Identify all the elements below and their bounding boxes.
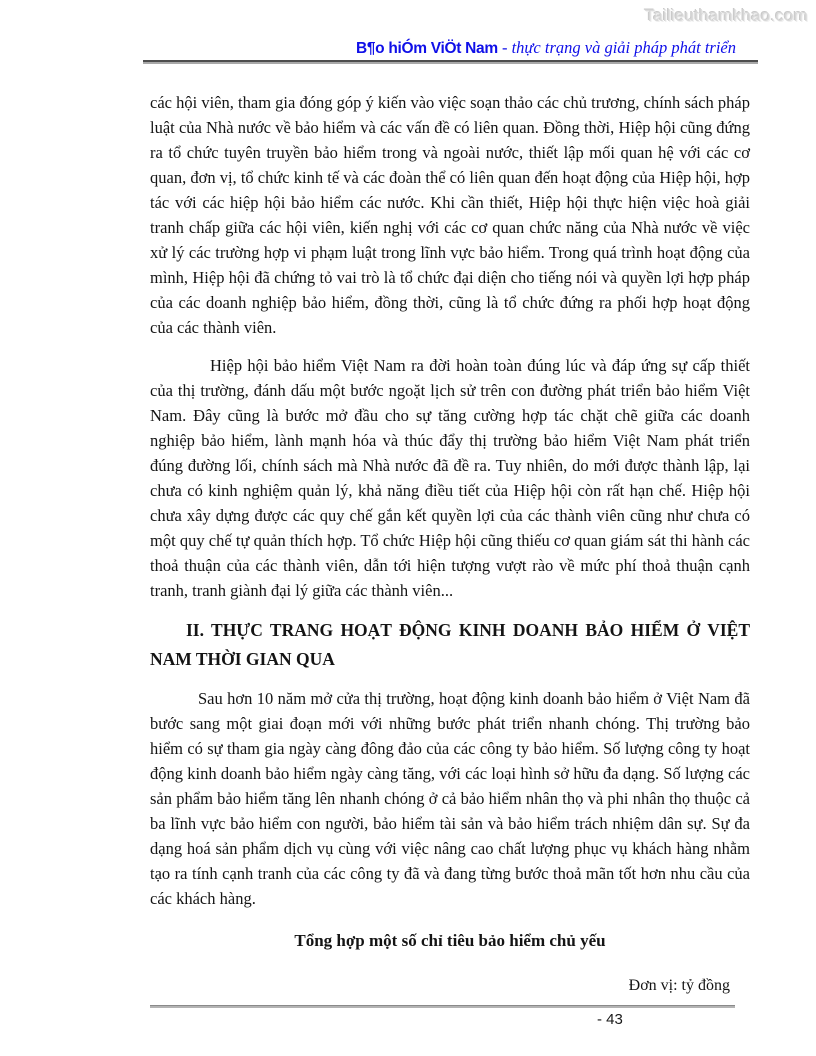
header-title <box>143 38 736 58</box>
table-caption: Tổng hợp một số chỉ tiêu bảo hiểm chủ yếu <box>294 931 606 950</box>
header-title-separator: - <box>497 38 512 57</box>
body-paragraph-1: các hội viên, tham gia đóng góp ý kiến vào việc soạn thảo các chủ trương, chính sách pháp luật của Nhà nước về bảo hiểm và các vấn đề có liên quan. Đồng thời, Hiệp hội cũng đứng ra tổ chức tuyên truyền bảo hiểm trong và ngoài nước, thiết lập mối quan hệ với các cơ quan, đơn vị, tổ chức kinh tế và các đoàn thể có liên quan đến hoạt động của Hiệp hội, hợp tác với các hiệp hội bảo hiểm các nước. Khi cần thiết, Hiệp hội thực hiện việc hoà giải tranh chấp giữa các hội viên, kiến nghị với các cơ quan chức năng của Nhà nước về việc xử lý các trường hợp vi phạm luật trong lĩnh vực bảo hiểm. Trong quá trình hoạt động của mình, Hiệp hội đã chứng tỏ vai trò là tổ chức đại diện cho tiếng nói và quyền lợi hợp pháp của các doanh nghiệp bảo hiểm, đồng thời, cũng là tổ chức đứng ra phối hợp hoạt động của các thành viên. <box>150 93 750 337</box>
unit-note: Đơn vị: tỷ đồng <box>628 977 730 994</box>
page-footer <box>150 1005 735 1028</box>
section-heading-ii: II. THỰC TRANG HOẠT ĐỘNG KINH DOANH BẢO HIỂM Ở VIỆT NAM THỜI GIAN QUA <box>150 620 750 669</box>
watermark-text: Tailieuthamkhao.com <box>644 6 808 25</box>
body-paragraph-3: Sau hơn 10 năm mở cửa thị trường, hoạt động kinh doanh bảo hiểm ở Việt Nam đã bước sang một giai đoạn mới với những bước phát triển nhanh chóng. Thị trường bảo hiểm có sự tham gia ngày càng đông đảo của các công ty bảo hiểm. Số lượng công ty hoạt động kinh doanh bảo hiểm ngày càng tăng, với các loại hình sở hữu đa dạng. Số lượng các sản phẩm bảo hiểm tăng lên nhanh chóng ở cả bảo hiểm nhân thọ và phi nhân thọ thuộc cả ba lĩnh vực bảo hiểm con người, bảo hiểm tài sản và bảo hiểm trách nhiệm dân sự. Sự đa dạng hoá sản phẩm dịch vụ cùng với việc nâng cao chất lượng phục vụ khách hàng nhằm tạo ra tính cạnh tranh của các công ty đã và đang từng bước thoả mãn tốt hơn nhu cầu của các khách hàng. <box>150 689 750 908</box>
page-header <box>143 0 758 64</box>
header-rule <box>143 60 758 64</box>
footer-rule <box>150 1005 735 1008</box>
document-body <box>150 90 750 998</box>
page-number: - 43 <box>597 1011 623 1028</box>
header-title-main: B¶o hiÓm ViÖt Nam <box>355 40 498 57</box>
header-title-subtitle: thực trạng và giải pháp phát triển <box>511 38 736 57</box>
body-paragraph-2: Hiệp hội bảo hiểm Việt Nam ra đời hoàn toàn đúng lúc và đáp ứng sự cấp thiết của thị trường, đánh dấu một bước ngoặt lịch sử trên con đường phát triển bảo hiểm Việt Nam. Đây cũng là bước mở đầu cho sự tăng cường hợp tác chặt chẽ giữa các doanh nghiệp bảo hiểm, lành mạnh hóa và thúc đẩy thị trường bảo hiểm Việt Nam phát triển đúng đường lối, chính sách mà Nhà nước đã đề ra. Tuy nhiên, do mới được thành lập, lại chưa có kinh nghiệm quản lý, khả năng điều tiết của Hiệp hội còn rất hạn chế. Hiệp hội chưa xây dựng được các quy chế gắn kết quyền lợi của các thành viên cũng như chưa có một quy chế tự quản thích hợp. Tổ chức Hiệp hội cũng thiếu cơ quan giám sát thi hành các thoả thuận của các thành viên, dẫn tới hiện tượng vượt rào về mức phí thoả thuận cạnh tranh, tranh giành đại lý giữa các thành viên... <box>150 356 750 600</box>
